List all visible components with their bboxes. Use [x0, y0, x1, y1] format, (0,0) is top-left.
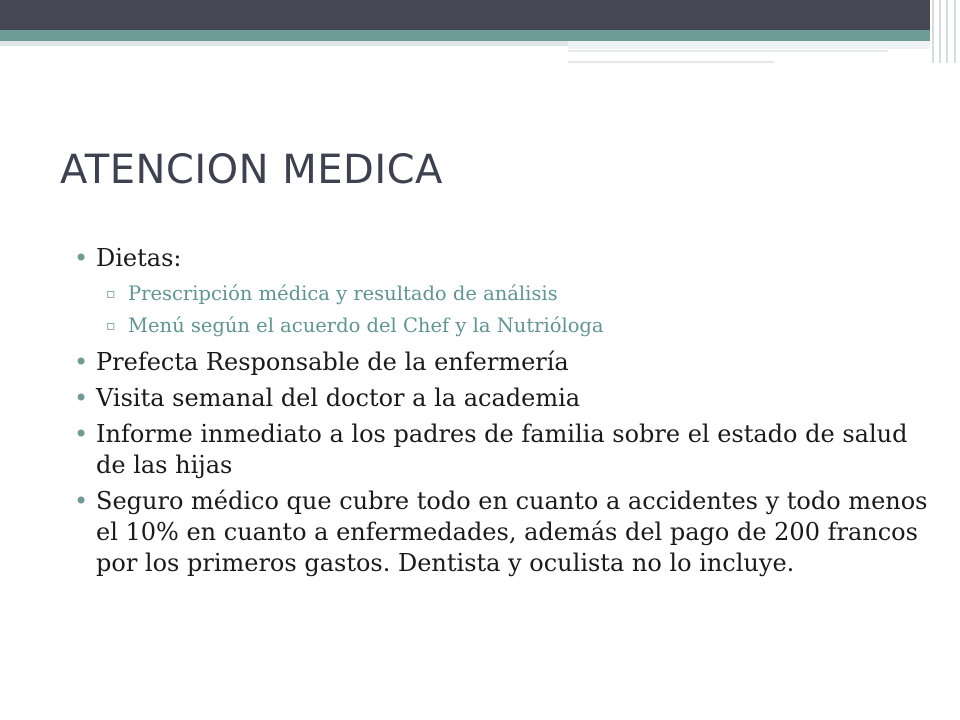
bullet-text: Informe inmediato a los padres de familia sobre el estado de salud de las hijas	[96, 420, 908, 479]
sub-bullet-text: Menú según el acuerdo del Chef y la Nutrióloga	[128, 314, 604, 337]
bullet-item	[74, 347, 934, 378]
square-bullet-icon: ▫	[106, 318, 116, 334]
header-vertical-rules	[930, 0, 960, 63]
header-band-light	[0, 41, 568, 46]
bullet-dot-icon: •	[74, 420, 89, 448]
bullet-dot-icon: •	[74, 384, 89, 412]
sub-bullet-list	[96, 278, 934, 342]
slide-title: ATENCION MEDICA	[60, 147, 443, 193]
sub-bullet-text: Prescripción médica y resultado de análisis	[128, 282, 558, 305]
header-rule-a	[568, 50, 888, 52]
square-bullet-icon: ▫	[106, 286, 116, 302]
bullet-item	[74, 419, 934, 481]
bullet-text: Prefecta Responsable de la enfermería	[96, 348, 569, 376]
header-band-light-right	[568, 41, 930, 49]
bullet-item	[74, 383, 934, 414]
header-band-dark	[0, 0, 930, 30]
bullet-text: Seguro médico que cubre todo en cuanto a accidentes y todo menos el 10% en cuanto a enfermedades, además del pago de 200 francos por los primeros gastos. Dentista y oculista no lo incluye.	[96, 487, 928, 577]
sub-bullet-item	[96, 278, 934, 310]
bullet-dot-icon: •	[74, 244, 89, 272]
bullet-text: Dietas:	[96, 244, 182, 272]
bullet-list	[74, 243, 934, 584]
bullet-item	[74, 486, 934, 579]
header-rule-b	[568, 61, 774, 63]
header-band-teal	[0, 30, 930, 41]
bullet-item	[74, 243, 934, 342]
bullet-text: Visita semanal del doctor a la academia	[96, 384, 581, 412]
bullet-dot-icon: •	[74, 348, 89, 376]
sub-bullet-item	[96, 310, 934, 342]
bullet-dot-icon: •	[74, 487, 89, 515]
